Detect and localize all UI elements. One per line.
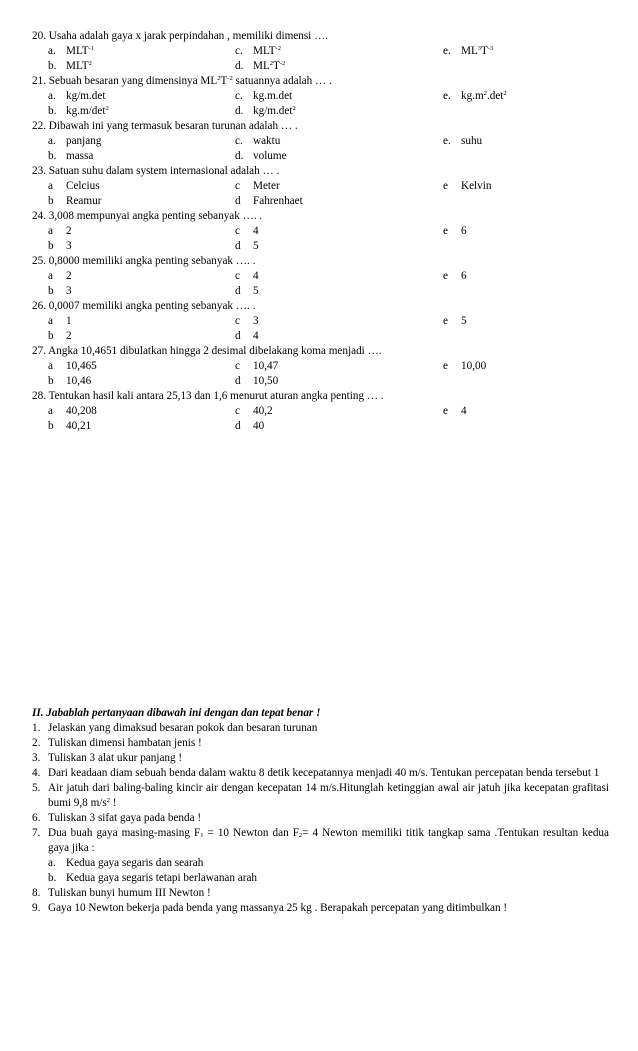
option-b: b. massa (48, 150, 94, 162)
option-e: e 5 (443, 315, 467, 327)
option-e: e Kelvin (443, 180, 492, 192)
option-e: e 6 (443, 270, 467, 282)
option-a: a 40,208 (48, 405, 97, 417)
question-number: 25. (32, 255, 46, 267)
option-a: a Celcius (48, 180, 100, 192)
option-b: b 40,21 (48, 420, 92, 432)
question-stem: 3,008 mempunyai angka penting sebanyak …. . (48, 210, 263, 222)
essay-question-6: 6. Tuliskan 3 sifat gaya pada benda ! (32, 812, 202, 824)
essay-question-3: 3. Tuliskan 3 alat ukur panjang ! (32, 752, 183, 764)
question-stem: Dibawah ini yang termasuk besaran turunan adalah … . (48, 120, 298, 132)
essay-section (32, 706, 609, 916)
option-d: d 5 (235, 285, 259, 297)
option-c: c Meter (235, 180, 280, 192)
option-e: e. $kg.m^2.\det^2$ (443, 90, 507, 102)
option-a: a 2 (48, 270, 72, 282)
option-e: e 6 (443, 225, 467, 237)
option-d: d. $ML^2T^{-2}$ (235, 60, 286, 72)
essay-question-1: 1. Jelaskan yang dimaksud besaran pokok dan besaran turunan (32, 722, 318, 734)
option-b: b 3 (48, 240, 72, 252)
question-24 (32, 209, 622, 254)
option-d: d. volume (235, 150, 287, 162)
question-22 (32, 119, 622, 164)
option-d: d. $kg/m.\det^2$ (235, 105, 296, 117)
question-28 (32, 389, 622, 434)
question-number: 22. (32, 120, 46, 132)
question-number: 20. (32, 30, 46, 42)
option-d: d 5 (235, 240, 259, 252)
question-number: 21. (32, 75, 46, 87)
option-d: d 40 (235, 420, 265, 432)
option-b: b. $kg.m/\det^2$ (48, 105, 109, 117)
option-a: a. kg/m.det (48, 90, 106, 102)
question-stem: Sebuah besaran yang dimensinya $ML^2T^{-2}$ satuannya adalah … . (48, 75, 332, 87)
essay-question-8: 8. Tuliskan bunyi humum III Newton ! (32, 887, 211, 899)
question-number: 27. (32, 345, 46, 357)
essay-question-5: 5. Air jatuh dari baling-baling kincir air dengan kecepatan 14 m/s.Hitunglah ketinggian awal air jatuh jika kecepatan grafitasi bumi 9,8 $m/s^2$ ! (32, 782, 609, 809)
option-a: a 2 (48, 225, 72, 237)
option-a: a 1 (48, 315, 72, 327)
essay-question-2: 2. Tuliskan dimensi hambatan jenis ! (32, 737, 202, 749)
multiple-choice-section (32, 29, 622, 434)
option-b: b 3 (48, 285, 72, 297)
option-c: c 3 (235, 315, 259, 327)
option-d: d 10,50 (235, 375, 279, 387)
option-d: d Fahrenhaet (235, 195, 303, 207)
question-stem: Tentukan hasil kali antara 25,13 dan 1,6 menurut aturan angka penting … . (48, 390, 384, 402)
question-number: 23. (32, 165, 46, 177)
option-e: e 10,00 (443, 360, 487, 372)
section-title: II. Jabablah pertanyaan dibawah ini dengan dan tepat benar ! (32, 707, 321, 719)
question-number: 24. (32, 210, 46, 222)
essay-question-9: 9. Gaya 10 Newton bekerja pada benda yang massanya 25 kg . Berapakah percepatan yang ditimbulkan ! (32, 902, 508, 914)
option-a: a 10,465 (48, 360, 97, 372)
option-c: c. kg.m.det (235, 90, 293, 102)
question-number: 26. (32, 300, 46, 312)
option-c: c. $MLT^{-2}$ (235, 45, 282, 57)
option-b: b Reamur (48, 195, 102, 207)
question-stem: 0,8000 memiliki angka penting sebanyak …. . (48, 255, 256, 267)
question-20 (32, 29, 622, 74)
question-27 (32, 344, 622, 389)
sub-question-b: b. Kedua gaya segaris tetapi berlawanan arah (48, 872, 258, 884)
option-a: a. $MLT^{-1}$ (48, 45, 95, 57)
question-stem: Usaha adalah gaya x jarak perpindahan , memiliki dimensi …. (48, 30, 329, 42)
option-c: c 40,2 (235, 405, 273, 417)
option-b: b. MLT$^2$ (48, 60, 92, 72)
option-a: a. panjang (48, 135, 102, 147)
question-23 (32, 164, 622, 209)
essay-question-7: 7. Dua buah gaya masing-masing $F_1 = 10$ Newton dan $F_2= 4$ Newton memiliki titik tangkap sama .Tentukan resultan kedua gaya jika : a. Kedua gaya segaris dan searah b. Kedua gaya segaris tetapi berlawanan arah (32, 827, 609, 884)
option-c: c 4 (235, 225, 259, 237)
option-c: c. waktu (235, 135, 281, 147)
sub-question-list (48, 856, 609, 886)
essay-question-4: 4. Dari keadaan diam sebuah benda dalam waktu 8 detik kecepatannya menjadi 40 m/s. Tentukan percepatan benda tersebut 1 (32, 767, 600, 779)
sub-question-a: a. Kedua gaya segaris dan searah (48, 857, 204, 869)
question-stem: Satuan suhu dalam system internasional adalah … . (48, 165, 280, 177)
option-e: e. $ML^3T^{-3}$ (443, 45, 494, 57)
question-21 (32, 74, 622, 119)
option-c: c 4 (235, 270, 259, 282)
option-b: b 2 (48, 330, 72, 342)
option-e: e. suhu (443, 135, 483, 147)
question-26 (32, 299, 622, 344)
question-stem: Angka 10,4651 dibulatkan hingga 2 desimal dibelakang koma menjadi …. (48, 345, 382, 357)
question-25 (32, 254, 622, 299)
option-d: d 4 (235, 330, 259, 342)
option-b: b 10,46 (48, 375, 92, 387)
question-number: 28. (32, 390, 46, 402)
option-e: e 4 (443, 405, 467, 417)
option-c: c 10,47 (235, 360, 279, 372)
question-stem: 0,0007 memiliki angka penting sebanyak …. . (48, 300, 256, 312)
